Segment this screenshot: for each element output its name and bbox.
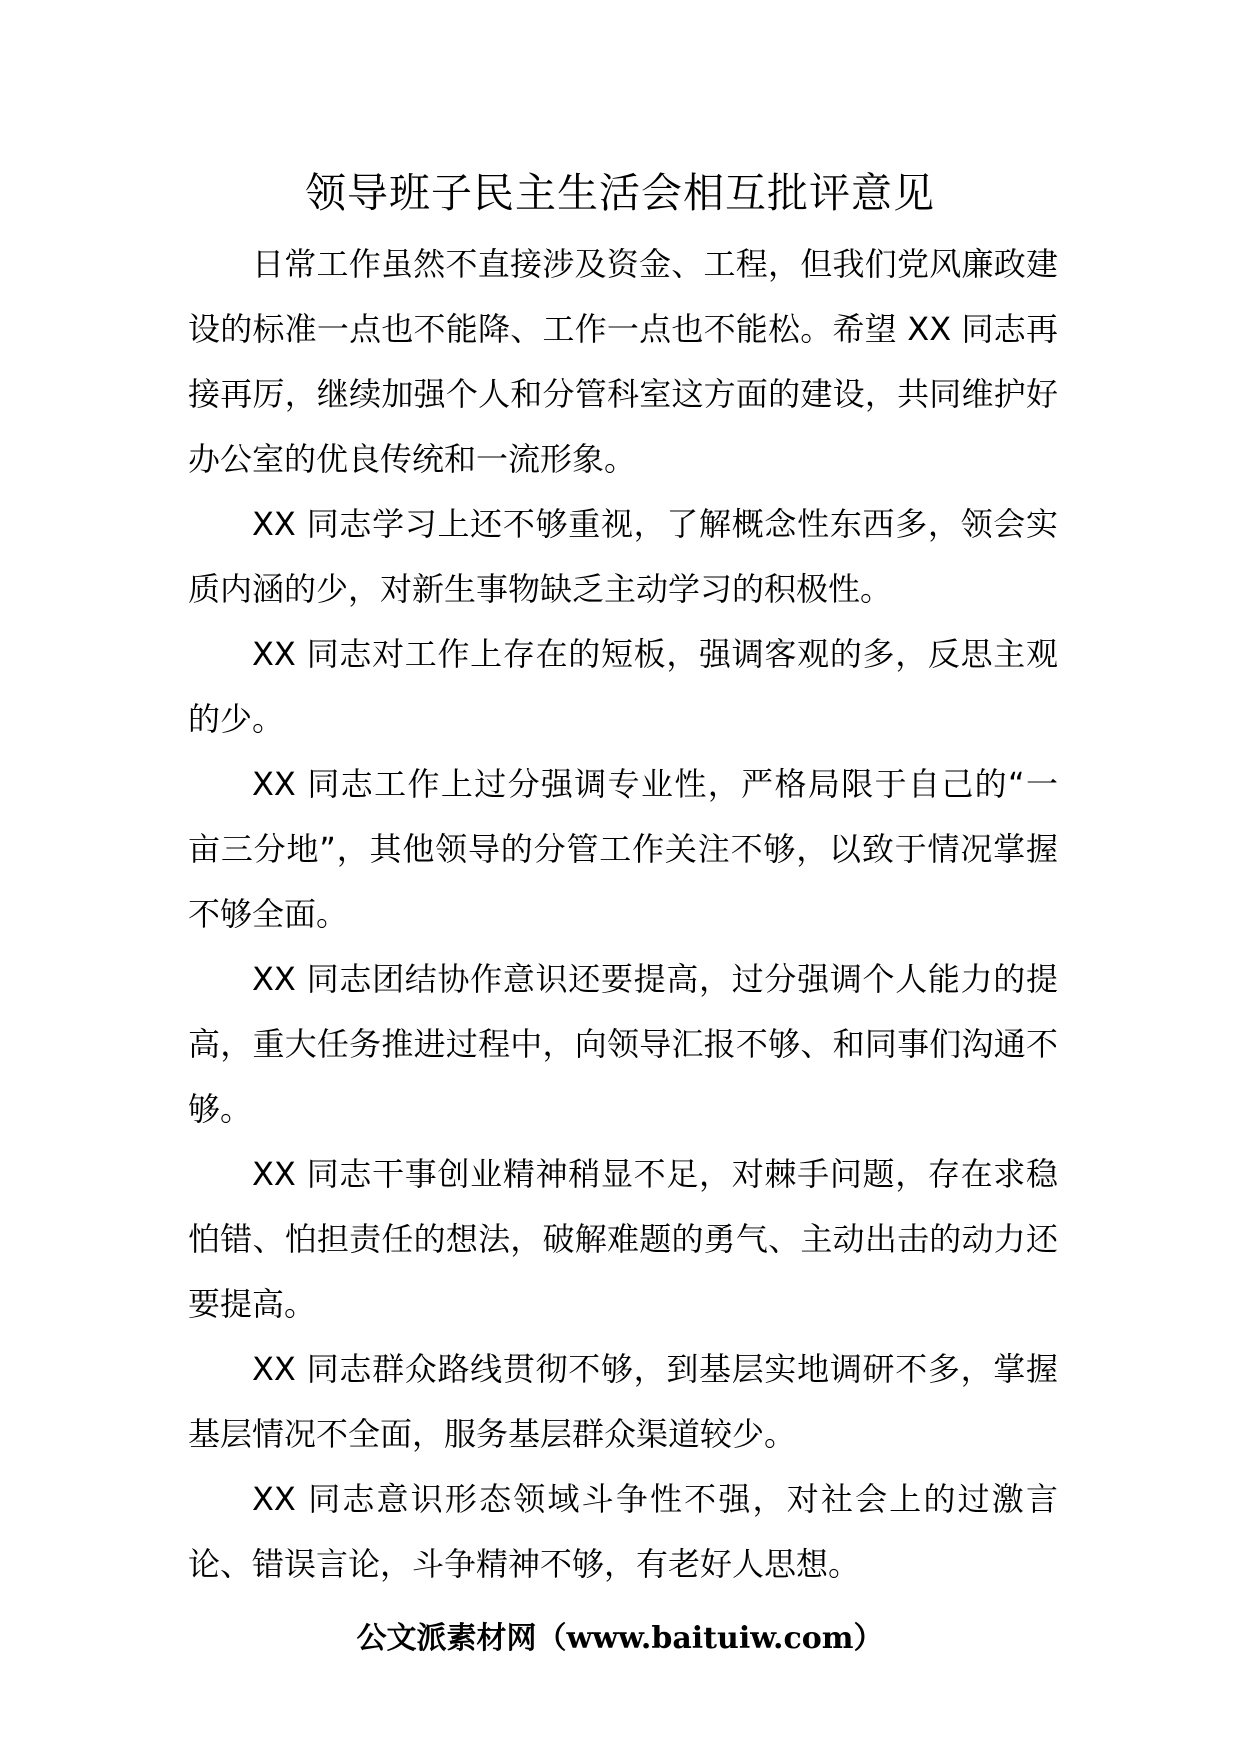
paragraph: XX 同志学习上还不够重视，了解概念性东西多，领会实质内涵的少，对新生事物缺乏主动学习的积极性。	[188, 505, 1058, 608]
source-footer: 公文派素材网（www.baituiw.com）	[356, 1621, 884, 1656]
paragraph: 日常工作虽然不直接涉及资金、工程，但我们党风廉政建设的标准一点也不能降、工作一点也不能松。希望 XX 同志再接再厉，继续加强个人和分管科室这方面的建设，共同维护好办公室的优良传统和一流形象。	[188, 245, 1058, 478]
paragraph: XX 同志团结协作意识还要提高，过分强调个人能力的提高，重大任务推进过程中，向领导汇报不够、和同事们沟通不够。	[188, 960, 1058, 1128]
paragraph: XX 同志群众路线贯彻不够，到基层实地调研不多，掌握基层情况不全面，服务基层群众渠道较少。	[188, 1350, 1058, 1453]
paragraph: XX 同志对工作上存在的短板，强调客观的多，反思主观的少。	[188, 635, 1058, 738]
paragraph: XX 同志干事创业精神稍显不足，对棘手问题，存在求稳怕错、怕担责任的想法，破解难题的勇气、主动出击的动力还要提高。	[188, 1155, 1058, 1323]
document-body	[188, 232, 1058, 1597]
paragraph: XX 同志工作上过分强调专业性，严格局限于自己的“一亩三分地”，其他领导的分管工作关注不够，以致于情况掌握不够全面。	[188, 765, 1058, 933]
paragraph: XX 同志意识形态领域斗争性不强，对社会上的过激言论、错误言论，斗争精神不够，有老好人思想。	[188, 1480, 1058, 1583]
document-title: 领导班子民主生活会相互批评意见	[305, 169, 935, 217]
